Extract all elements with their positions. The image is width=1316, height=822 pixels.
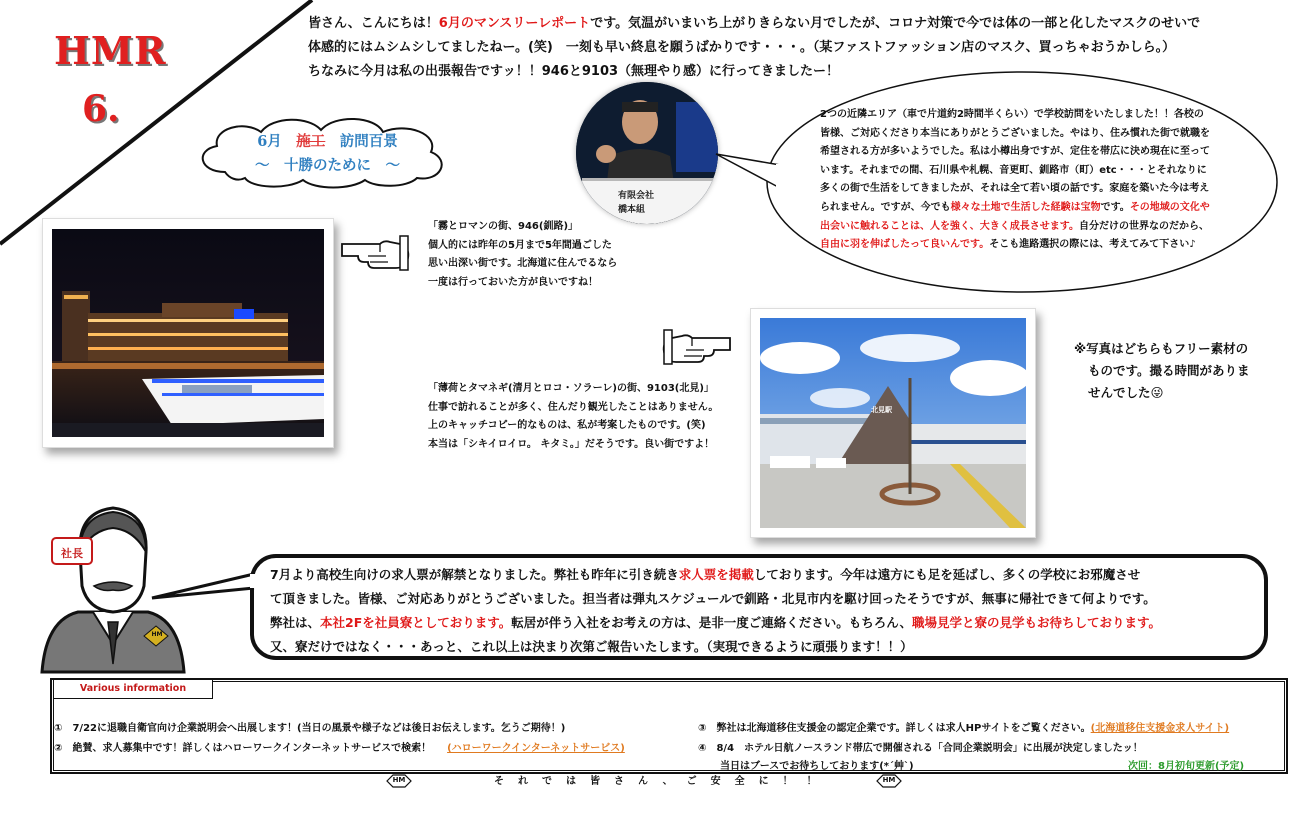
speech-bubble-text: 2つの近隣エリア（車で片道約2時間半くらい）で学校訪問をいたしました！！各校の皆様、ご対応くださり本当にありがとうございました。やはり、住み慣れた街で就職を希望される方が多いようでした。私は小樽出身ですが、定住を帯広に決め現在に至っています。それまでの間、石川県や札幌、音更町、釧路市（町）etc・・・とそれなりに多くの街で生活をしてきましたが、それは全て若い頃の話です。家庭を築いた今は考えられません。ですが、今でも様々な土地で生活した経験は宝物です。その地域の文化や出会いに触れることは、人を強く、大きく成長させます。自分だけの世界なのだから、自由に羽を伸ばしたって良いんです。そこも進路選択の際には、考えてみて下さい♪	[820, 109, 1210, 251]
pointing-hand-icon	[340, 232, 412, 276]
intro-line-3: ちなみに今月は私の出張報告ですッ！！946と9103（無理やり感）に行ってきましたー！	[308, 64, 840, 79]
author-portrait	[576, 82, 718, 224]
issue-number: 6.	[82, 88, 120, 130]
kitami-photo	[750, 308, 1036, 538]
kushiro-caption-line: 一度は行っておいた方が良いですね！	[428, 276, 598, 288]
hellowork-link[interactable]: (ハローワークインターネットサービス)	[447, 743, 625, 754]
kitami-caption-line: 上のキャッチコピー的なものは、私が考案したものです。(笑)	[428, 420, 706, 431]
footer-badge-right: HM	[882, 776, 896, 784]
info-title: Various information	[53, 679, 213, 699]
intro-line-2: 体感的にはムシムシしてましたねー。(笑) 一刻も早い終息を願うばかりです・・・。（某ファストファッション店のマスク、買っちゃおうかしら。）	[308, 40, 1176, 55]
ceo-emblem: HM	[151, 631, 163, 638]
info-item-3: ③ 弊社は北海道移住支援金の認定企業です。詳しくは求人HPサイトをご覧ください。(北海道移住支援金求人サイト)	[698, 723, 1230, 734]
kushiro-night-illustration	[52, 229, 324, 437]
footer-badge-left: HM	[392, 776, 406, 784]
kitami-caption-title: 「薄荷とタマネギ(清月とロコ・ソラーレ)の街、9103(北見)」	[428, 383, 714, 394]
kushiro-caption-line: 思い出深い街です。北海道に住んでるなら	[428, 258, 618, 269]
sign-name: 橋本組	[618, 205, 646, 215]
portrait-illustration	[576, 82, 718, 224]
ceo-speech-tail	[150, 566, 260, 606]
cloud-title-line-2: ～ 十勝のために ～	[255, 157, 400, 174]
sign-company: 有限会社	[618, 191, 655, 201]
cloud-title	[205, 130, 450, 178]
photo-note-line: せんでした😜	[1088, 385, 1164, 400]
ceo-badge: 社長	[61, 547, 83, 560]
info-item-1: ① 7/22に退職自衛官向け企業説明会へ出展します！(当日の風景や様子などは後日お伝えします。乞うご期待！)	[54, 723, 566, 734]
kitami-caption-line: 本当は「シキイロイロ。 キタミ。」だそうです。良い街ですよ！	[428, 438, 715, 450]
photo-note	[1074, 338, 1274, 404]
photo-note-line: ※写真はどちらもフリー素材の	[1074, 341, 1249, 356]
kushiro-caption-line: 個人的には昨年の5月まで5年間過ごした	[428, 239, 612, 251]
intro-line-1: 皆さん、こんにちは！6月のマンスリーレポートです。気温がいまいち上がりきらない月でしたが、コロナ対策で今では体の一部と化したマスクのせいで	[308, 16, 1201, 31]
kushiro-caption	[428, 218, 658, 292]
ceo-line-3: 弊社は、本社2Fを社員寮としております。転居が伴う入社をお考えの方は、是非一度ご連絡ください。もちろん、職場見学と寮の見学もお待ちしております。	[270, 615, 1162, 630]
ceo-line-4: 又、寮だけではなく・・・あっと、これ以上は決まり次第ご報告いたします。（実現できるように頑張ります！！）	[270, 639, 913, 654]
kitami-caption	[428, 380, 748, 454]
ceo-message	[270, 563, 1260, 659]
info-item-2: ② 絶賛、求人募集中です！詳しくはハローワークインターネットサービスで検索！ (ハローワークインターネットサービス)	[54, 743, 625, 754]
brand-logo: HMR	[54, 28, 167, 73]
migration-support-link[interactable]: (北海道移住支援金求人サイト)	[1090, 723, 1230, 734]
ceo-line-2: て頂きました。皆様、ご対応ありがとうございました。担当者は弾丸スケジュールで釧路・北見市内を駆け回ったそうですが、無事に帰社できて何よりです。	[270, 591, 1156, 606]
cloud-title-line-1: 6月 施工 訪問百景	[257, 133, 398, 150]
photo-note-line: ものです。撮る時間がありま	[1088, 363, 1250, 378]
kushiro-caption-title: 「霧とロマンの街、946(釧路)」	[428, 221, 579, 232]
ceo-line-1: 7月より高校生向けの求人票が解禁となりました。弊社も昨年に引き続き求人票を掲載しております。今年は遠方にも足を延ばし、多くの学校にお邪魔させ	[270, 567, 1141, 582]
footer-message: それでは皆さん、ご安全に！！	[494, 776, 831, 787]
station-sign: 北見駅	[871, 406, 892, 414]
next-update: 次回：8月初旬更新(予定)	[1128, 761, 1245, 772]
info-item-4-sub: 当日はブースでお待ちしております(*ˊ艸ˋ)	[720, 761, 914, 772]
kushiro-photo	[42, 218, 334, 448]
info-item-4: ④ 8/4 ホテル日航ノースランド帯広で開催される「合同企業説明会」に出展が決定しましたッ！	[698, 743, 1143, 754]
pointing-hand-icon	[660, 324, 732, 368]
kitami-caption-line: 仕事で訪れることが多く、住んだり観光したことはありません。	[428, 401, 719, 413]
kitami-station-illustration	[760, 318, 1026, 528]
